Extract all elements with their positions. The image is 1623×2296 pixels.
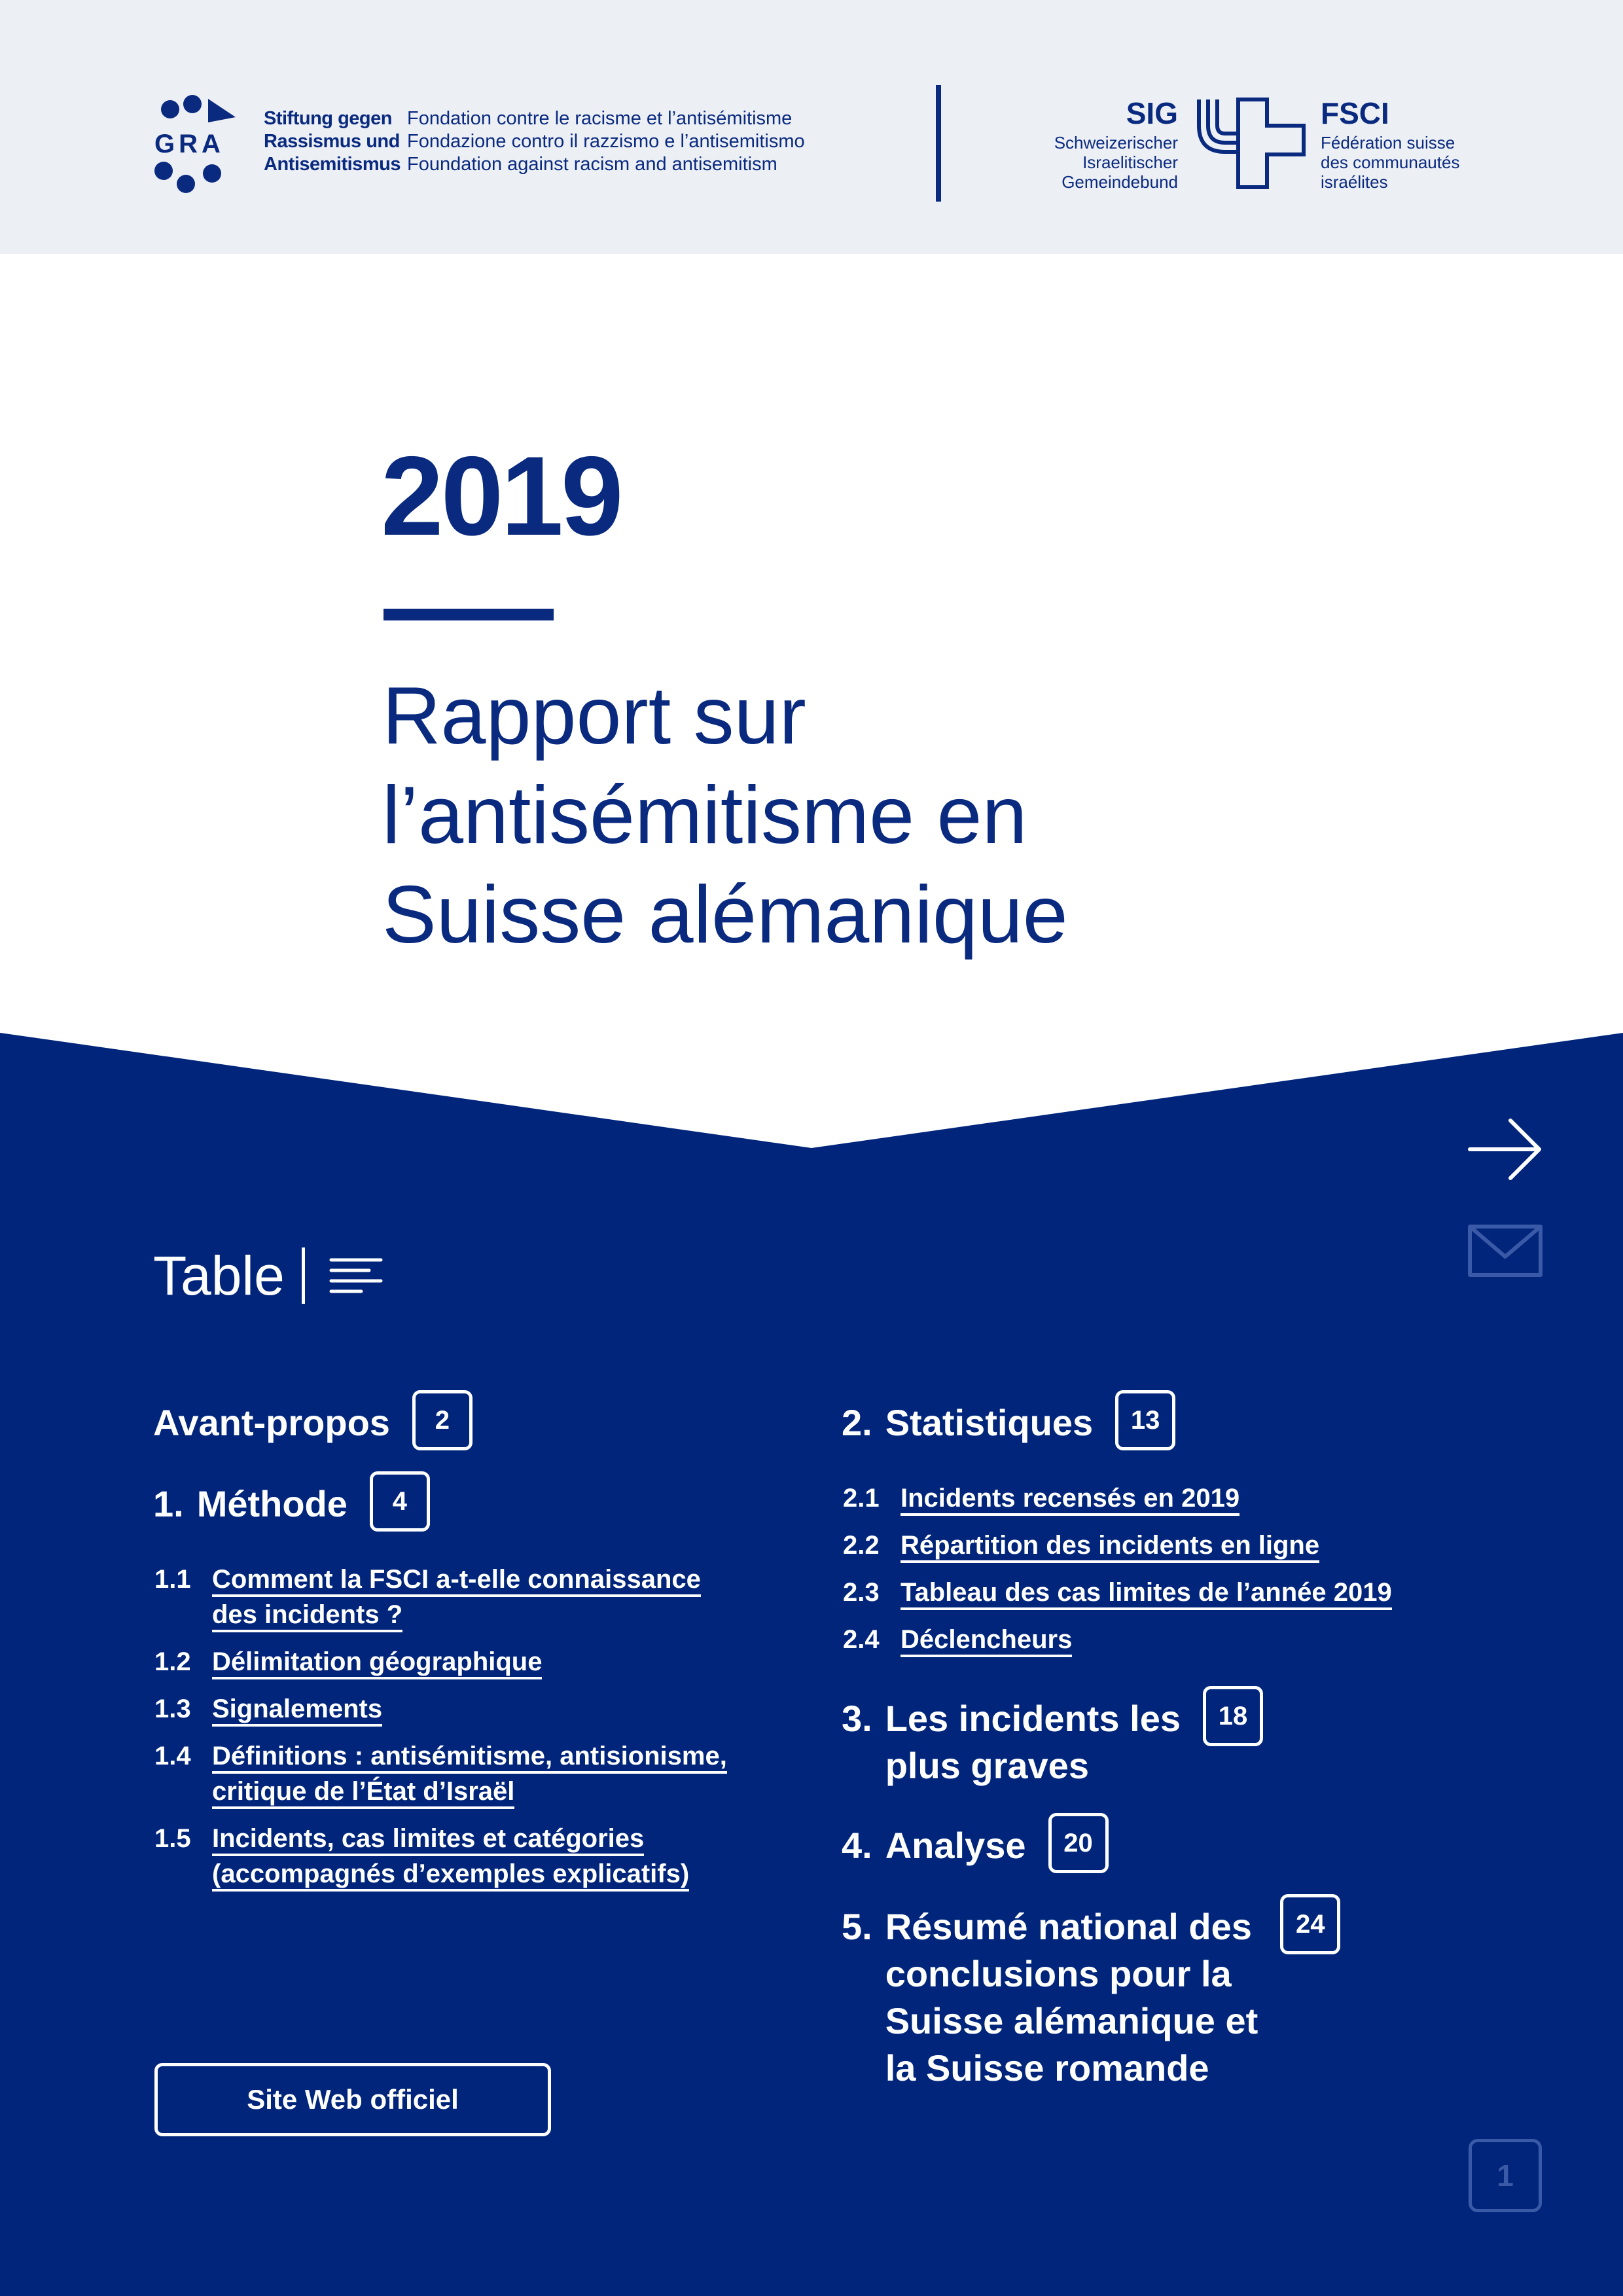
- toc-section-label[interactable]: [885, 1695, 1181, 1789]
- report-year: 2019: [381, 433, 621, 559]
- toc-section-label[interactable]: [885, 1903, 1258, 2092]
- toc-item-link[interactable]: [212, 1691, 382, 1727]
- sig-name: [1054, 133, 1178, 192]
- toc-item-line[interactable]: Comment la FSCI a-t-elle connaissance: [212, 1565, 701, 1597]
- toc-item-2-1[interactable]: [843, 1480, 1240, 1516]
- sig-name-line: Gemeindebund: [1061, 172, 1178, 192]
- toc-item-2-2[interactable]: [843, 1528, 1319, 1563]
- toc-section-label[interactable]: Avant-propos: [153, 1402, 390, 1443]
- header-divider: [936, 85, 941, 202]
- toc-item-link[interactable]: [901, 1480, 1240, 1516]
- gra-name-line: Antisemitismus: [264, 154, 401, 175]
- page-number: 1: [1469, 2139, 1542, 2212]
- report-title-line: Rapport sur: [382, 671, 806, 761]
- gra-logo-text: GRA: [154, 130, 224, 158]
- official-website-button[interactable]: Site Web officiel: [154, 2063, 551, 2136]
- toc-item-number: 1.3: [154, 1695, 191, 1723]
- year-underline: [383, 609, 554, 620]
- toc-item-link[interactable]: [212, 1644, 542, 1679]
- toc-item-link[interactable]: [212, 1821, 689, 1892]
- sig-name-line: Schweizerischer: [1054, 133, 1178, 152]
- fsci-abbr: FSCI: [1321, 96, 1389, 130]
- toc-item-link[interactable]: [901, 1575, 1392, 1610]
- toc-heading-label: Table: [153, 1244, 285, 1306]
- toc-section-resume[interactable]: [842, 1903, 1340, 2092]
- toc-section-statistiques[interactable]: [842, 1399, 1175, 1450]
- toc-section-incidents-graves[interactable]: [842, 1695, 1263, 1789]
- toc-item-2-3[interactable]: [843, 1575, 1392, 1610]
- toc-item-line[interactable]: Définitions : antisémitisme, antisionisme,: [212, 1742, 727, 1774]
- toc-section-number: 1.: [153, 1483, 184, 1524]
- sig-abbr: SIG: [1126, 96, 1178, 130]
- gra-tagline: [407, 107, 805, 176]
- page-badge[interactable]: 13: [1115, 1390, 1175, 1450]
- toc-section-avant-propos[interactable]: [153, 1399, 473, 1450]
- fsci-logo-icon: [1196, 97, 1306, 190]
- menu-lines-icon[interactable]: [329, 1256, 383, 1295]
- gra-name-line: Stiftung gegen: [264, 108, 392, 129]
- toc-section-number: 5.: [842, 1906, 872, 1947]
- toc-item-number: 1.5: [154, 1824, 191, 1853]
- toc-item-1-2[interactable]: [154, 1644, 542, 1679]
- gra-name-line: Rassismus und: [264, 131, 400, 152]
- toc-section-line[interactable]: Les incidents les: [885, 1698, 1181, 1739]
- toc-section-line[interactable]: conclusions pour la: [885, 1953, 1232, 1994]
- gra-logo-icon: [152, 95, 243, 193]
- toc-item-line[interactable]: Déclencheurs: [901, 1625, 1072, 1657]
- page-badge[interactable]: 2: [412, 1390, 473, 1450]
- toc-item-line[interactable]: critique de l’État d’Israël: [212, 1777, 514, 1809]
- toc-item-1-5[interactable]: [154, 1821, 689, 1892]
- toc-item-link[interactable]: [212, 1738, 727, 1809]
- fsci-name: [1321, 133, 1459, 192]
- toc-item-line[interactable]: Répartition des incidents en ligne: [901, 1531, 1319, 1563]
- gra-tagline-line: Foundation against racism and antisemitism: [407, 154, 777, 175]
- toc-item-number: 2.4: [843, 1625, 880, 1654]
- toc-item-line[interactable]: Signalements: [212, 1695, 382, 1727]
- toc-item-2-4[interactable]: [843, 1622, 1072, 1657]
- sig-name-line: Israelitischer: [1082, 152, 1178, 172]
- toc-section-number: 4.: [842, 1825, 872, 1866]
- arrow-right-icon[interactable]: [1467, 1117, 1543, 1182]
- gra-name: [264, 107, 401, 176]
- toc-section-number: 3.: [842, 1698, 872, 1739]
- envelope-icon[interactable]: [1467, 1223, 1543, 1279]
- page-badge[interactable]: 20: [1048, 1813, 1109, 1873]
- toc-section-line[interactable]: Résumé national des: [885, 1906, 1252, 1947]
- fsci-name-line: des communautés: [1321, 152, 1460, 172]
- toc-item-link[interactable]: [212, 1562, 701, 1632]
- toc-item-1-3[interactable]: [154, 1691, 382, 1727]
- toc-item-line[interactable]: Tableau des cas limites de l’année 2019: [901, 1578, 1392, 1610]
- page-badge[interactable]: 24: [1280, 1894, 1340, 1954]
- toc-section-number: 2.: [842, 1402, 872, 1443]
- toc-item-1-1[interactable]: [154, 1562, 701, 1632]
- toc-item-line[interactable]: des incidents ?: [212, 1600, 402, 1632]
- report-title-line: Suisse alémanique: [382, 870, 1068, 960]
- report-title: [382, 666, 1298, 965]
- toc-heading-divider: [302, 1247, 305, 1304]
- toc-item-1-4[interactable]: [154, 1738, 727, 1809]
- toc-item-number: 1.2: [154, 1647, 191, 1676]
- toc-section-line[interactable]: la Suisse romande: [885, 2047, 1209, 2089]
- fsci-name-line: israélites: [1321, 172, 1388, 192]
- gra-tagline-line: Fondation contre le racisme et l’antisémitisme: [407, 108, 793, 129]
- toc-section-label[interactable]: Statistiques: [885, 1402, 1094, 1443]
- fsci-name-line: Fédération suisse: [1321, 133, 1455, 152]
- toc-section-label[interactable]: Analyse: [885, 1825, 1026, 1866]
- toc-item-number: 1.4: [154, 1742, 191, 1770]
- toc-item-number: 1.1: [154, 1565, 191, 1594]
- toc-item-number: 2.2: [843, 1531, 880, 1560]
- toc-section-line[interactable]: plus graves: [885, 1745, 1089, 1786]
- toc-item-link[interactable]: [901, 1528, 1319, 1563]
- report-title-line: l’antisémitisme en: [382, 770, 1027, 861]
- toc-item-line[interactable]: Délimitation géographique: [212, 1647, 542, 1679]
- gra-tagline-line: Fondazione contro il razzismo e l’antisemitismo: [407, 131, 805, 152]
- toc-section-analyse[interactable]: [842, 1822, 1109, 1873]
- toc-section-line[interactable]: Suisse alémanique et: [885, 2000, 1258, 2041]
- page-badge[interactable]: 4: [370, 1471, 430, 1532]
- toc-heading: [153, 1240, 383, 1312]
- header-bar: [0, 0, 1623, 254]
- toc-item-line[interactable]: Incidents, cas limites et catégories: [212, 1824, 644, 1856]
- toc-section-label[interactable]: Méthode: [196, 1483, 348, 1524]
- toc-item-link[interactable]: [901, 1622, 1072, 1657]
- toc-item-line[interactable]: Incidents recensés en 2019: [901, 1484, 1240, 1516]
- toc-section-methode[interactable]: [153, 1480, 430, 1532]
- toc-item-line[interactable]: (accompagnés d’exemples explicatifs): [212, 1859, 689, 1892]
- page-badge[interactable]: 18: [1203, 1686, 1263, 1746]
- toc-item-number: 2.3: [843, 1578, 880, 1607]
- toc-item-number: 2.1: [843, 1484, 880, 1513]
